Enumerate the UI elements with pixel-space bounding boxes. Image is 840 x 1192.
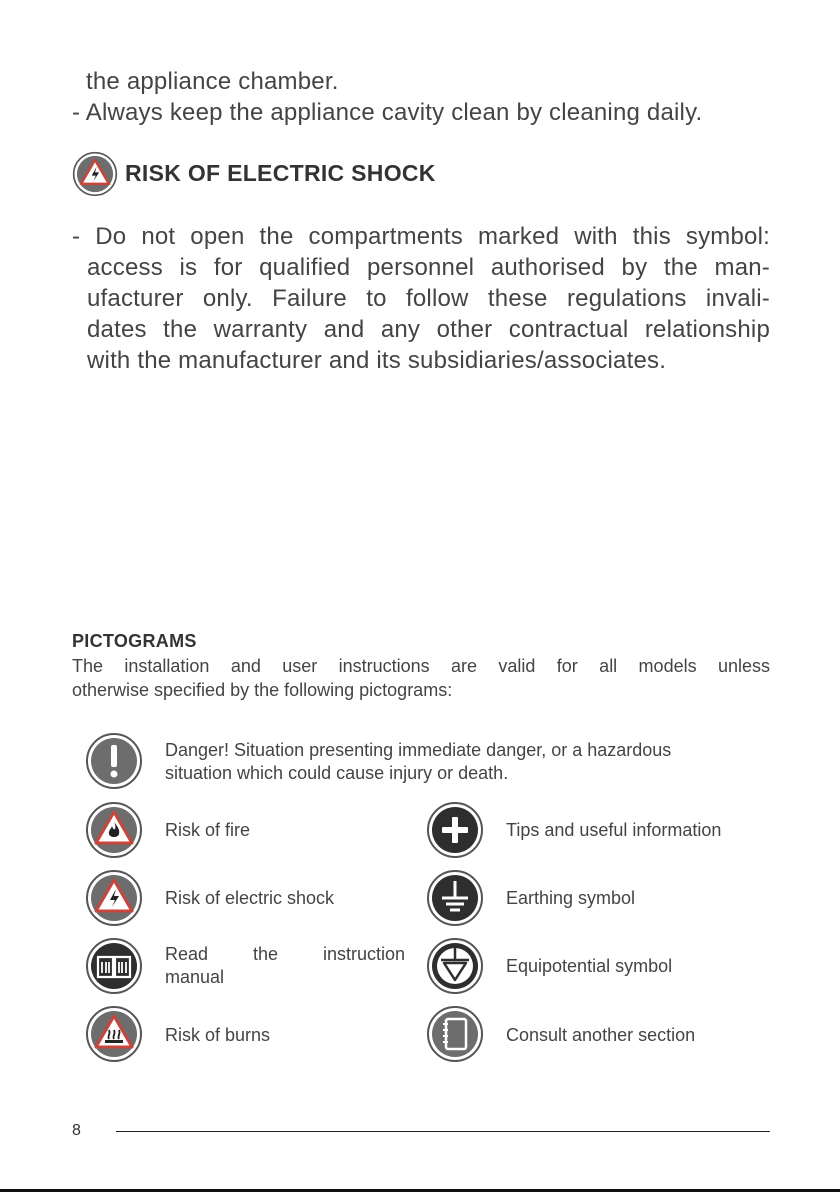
read-manual-label [165,943,405,989]
book-icon [86,938,142,994]
electric-shock-warning-icon [86,870,142,926]
burns-warning-icon [86,1006,142,1062]
fire-warning-icon [86,802,142,858]
bullet-keep-clean: - Always keep the appliance cavity clean by cleaning daily. [72,99,703,126]
shock-line-3: ufacturer only. Failure to follow these regulations invali- [87,285,770,312]
earthing-icon [427,870,483,926]
risk-of-fire-label: Risk of fire [165,820,251,840]
notebook-icon [427,1006,483,1062]
shock-line-4: dates the warranty and any other contractual relationship [87,316,770,343]
page-number: 8 [72,1122,81,1139]
shock-line-5: with the manufacturer and its subsidiaries/associates. [87,347,667,374]
shock-paragraph [72,221,770,376]
consult-section-label: Consult another section [506,1025,696,1045]
tips-label: Tips and useful information [506,820,722,840]
danger-line-2: situation which could cause injury or death. [165,763,509,783]
shock-line-1: - Do not open the compartments marked with this symbol: [72,223,770,250]
equipotential-label: Equipotential symbol [506,956,673,976]
plus-icon [427,802,483,858]
intro-line-1: The installation and user instructions are valid for all models unless [72,656,770,676]
danger-line-1: Danger! Situation presenting immediate danger, or a hazardous [165,740,672,760]
risk-of-electric-shock-label: Risk of electric shock [165,888,335,908]
exclamation-icon [86,733,142,789]
continuation-line: the appliance chamber. [86,68,339,95]
read-manual-line-1: Read the instruction [165,944,405,964]
equipotential-icon [427,938,483,994]
electric-shock-warning-icon [72,151,118,197]
danger-description [165,739,671,785]
intro-line-2: otherwise specified by the following pictograms: [72,680,453,700]
pictograms-title: PICTOGRAMS [72,631,197,651]
read-manual-line-2: manual [165,967,225,987]
risk-of-burns-label: Risk of burns [165,1025,271,1045]
earthing-label: Earthing symbol [506,888,636,908]
section-title: RISK OF ELECTRIC SHOCK [125,160,436,186]
footer-divider [116,1131,770,1132]
pictograms-intro [72,654,770,702]
shock-line-2: access is for qualified personnel authorised by the man- [87,254,770,281]
